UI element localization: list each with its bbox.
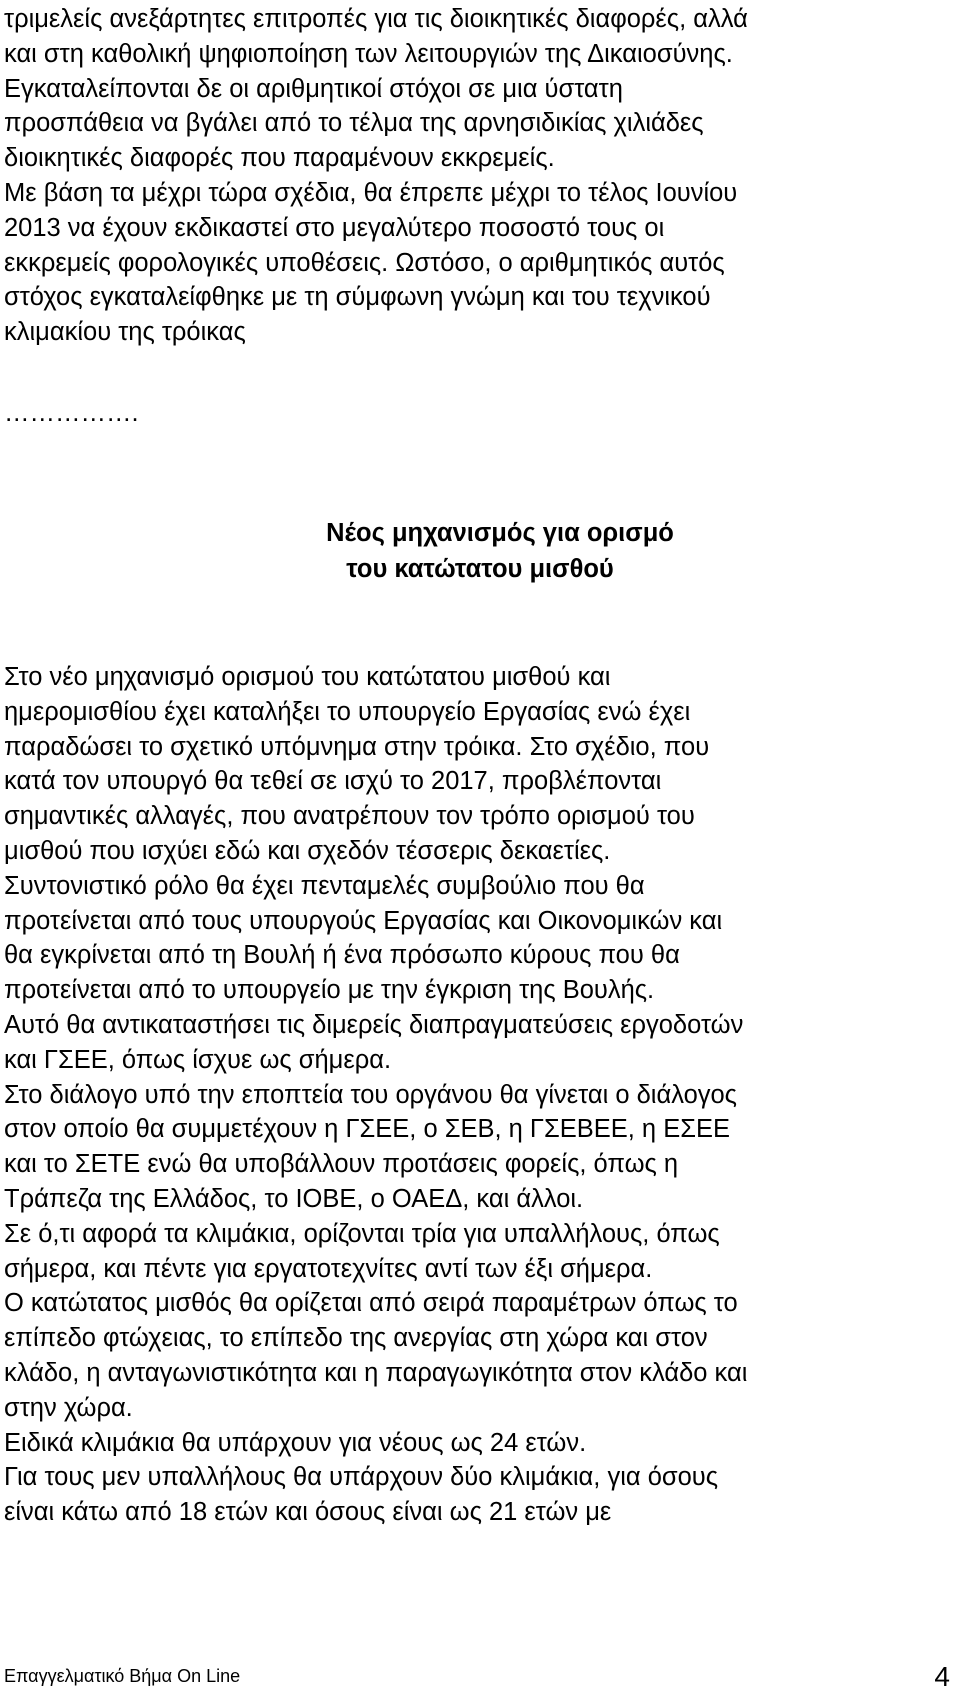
text-line: κλιμακίου της τρόικας [4, 318, 246, 347]
text-line: Σε ό,τι αφορά τα κλιμάκια, ορίζονται τρία για υπαλλήλους, όπως [4, 1219, 720, 1248]
text-line: κατά τον υπουργό θα τεθεί σε ισχύ το 2017, προβλέπονται [4, 767, 662, 796]
text-line: είναι κάτω από 18 ετών και όσους είναι ως 21 ετών με [4, 1498, 612, 1527]
text-line: επίπεδο φτώχειας, το επίπεδο της ανεργίας στη χώρα και στον [4, 1324, 708, 1353]
text-line: κλάδο, η ανταγωνιστικότητα και η παραγωγικότητα στον κλάδο και [4, 1358, 748, 1387]
page-number: 4 [934, 1661, 950, 1692]
text-line: Στο διάλογο υπό την εποπτεία του οργάνου θα γίνεται ο διάλογος [4, 1080, 737, 1109]
footer-source: Επαγγελματικό Βήμα On Line [4, 1666, 241, 1686]
text-line: στην χώρα. [4, 1393, 133, 1422]
text-line: και ΓΣΕΕ, όπως ίσχυε ως σήμερα. [4, 1045, 392, 1074]
text-line: σημαντικές αλλαγές, που ανατρέπουν τον τρόπο ορισμού του [4, 802, 695, 831]
text-line: Στο νέο μηχανισμό ορισμού του κατώτατου μισθού και [4, 663, 611, 691]
text-line: σήμερα, και πέντε για εργατοτεχνίτες αντί των έξι σήμερα. [4, 1254, 653, 1283]
text-line: Αυτό θα αντικαταστήσει τις διμερείς διαπραγματεύσεις εργοδοτών [4, 1010, 744, 1039]
text-line: και στη καθολική ψηφιοποίηση των λειτουργιών της Δικαιοσύνης. [4, 39, 733, 68]
heading-line: του κατώτατου μισθού [346, 555, 614, 583]
body-paragraph [4, 660, 954, 1530]
text-line: μισθού που ισχύει εδώ και σχεδόν τέσσερις δεκαετίες. [4, 836, 611, 865]
text-line: προτείνεται από το υπουργείο με την έγκριση της Βουλής. [4, 976, 655, 1005]
text-line: και το ΣΕΤΕ ενώ θα υποβάλλουν προτάσεις φορείς, όπως η [4, 1150, 679, 1179]
section-heading [0, 515, 960, 587]
ellipsis-separator: ……………. [4, 399, 139, 427]
text-line: προτείνεται από τους υπουργούς Εργασίας και Οικονομικών και [4, 906, 723, 935]
intro-paragraph [4, 2, 954, 350]
text-line: ημερομισθίου έχει καταλήξει το υπουργείο Εργασίας ενώ έχει [4, 697, 691, 726]
text-line: Ειδικά κλιμάκια θα υπάρχουν για νέους ως 24 ετών. [4, 1428, 587, 1457]
text-line: Εγκαταλείπονται δε οι αριθμητικοί στόχοι σε μια ύστατη [4, 74, 623, 103]
text-line: Συντονιστικό ρόλο θα έχει πενταμελές συμβούλιο που θα [4, 871, 645, 900]
text-line: τριμελείς ανεξάρτητες επιτροπές για τις διοικητικές διαφορές, αλλά [4, 5, 748, 33]
text-line: Με βάση τα μέχρι τώρα σχέδια, θα έπρεπε μέχρι το τέλος Ιουνίου [4, 178, 738, 207]
text-line: διοικητικές διαφορές που παραμένουν εκκρεμείς. [4, 144, 555, 173]
text-line: Για τους μεν υπαλλήλους θα υπάρχουν δύο κλιμάκια, για όσους [4, 1463, 719, 1492]
text-line: παραδώσει το σχετικό υπόμνημα στην τρόικα. Στο σχέδιο, που [4, 732, 710, 761]
text-line: στόχος εγκαταλείφθηκε με τη σύμφωνη γνώμη και του τεχνικού [4, 283, 711, 312]
text-line: εκκρεμείς φορολογικές υποθέσεις. Ωστόσο, ο αριθμητικός αυτός [4, 248, 725, 277]
text-line: στον οποίο θα συμμετέχουν η ΓΣΕΕ, ο ΣΕΒ, η ΓΣΕΒΕΕ, η ΕΣΕΕ [4, 1115, 730, 1144]
text-line: Τράπεζα της Ελλάδος, το ΙΟΒΕ, ο ΟΑΕΔ, και άλλοι. [4, 1184, 584, 1213]
text-line: θα εγκρίνεται από τη Βουλή ή ένα πρόσωπο κύρους που θα [4, 941, 680, 970]
text-line: προσπάθεια να βγάλει από το τέλμα της αρνησιδικίας χιλιάδες [4, 109, 704, 138]
text-line: 2013 να έχουν εκδικαστεί στο μεγαλύτερο ποσοστό τους οι [4, 213, 665, 242]
text-line: Ο κατώτατος μισθός θα ορίζεται από σειρά παραμέτρων όπως το [4, 1289, 738, 1318]
heading-line: Νέος μηχανισμός για ορισμό [326, 519, 674, 547]
